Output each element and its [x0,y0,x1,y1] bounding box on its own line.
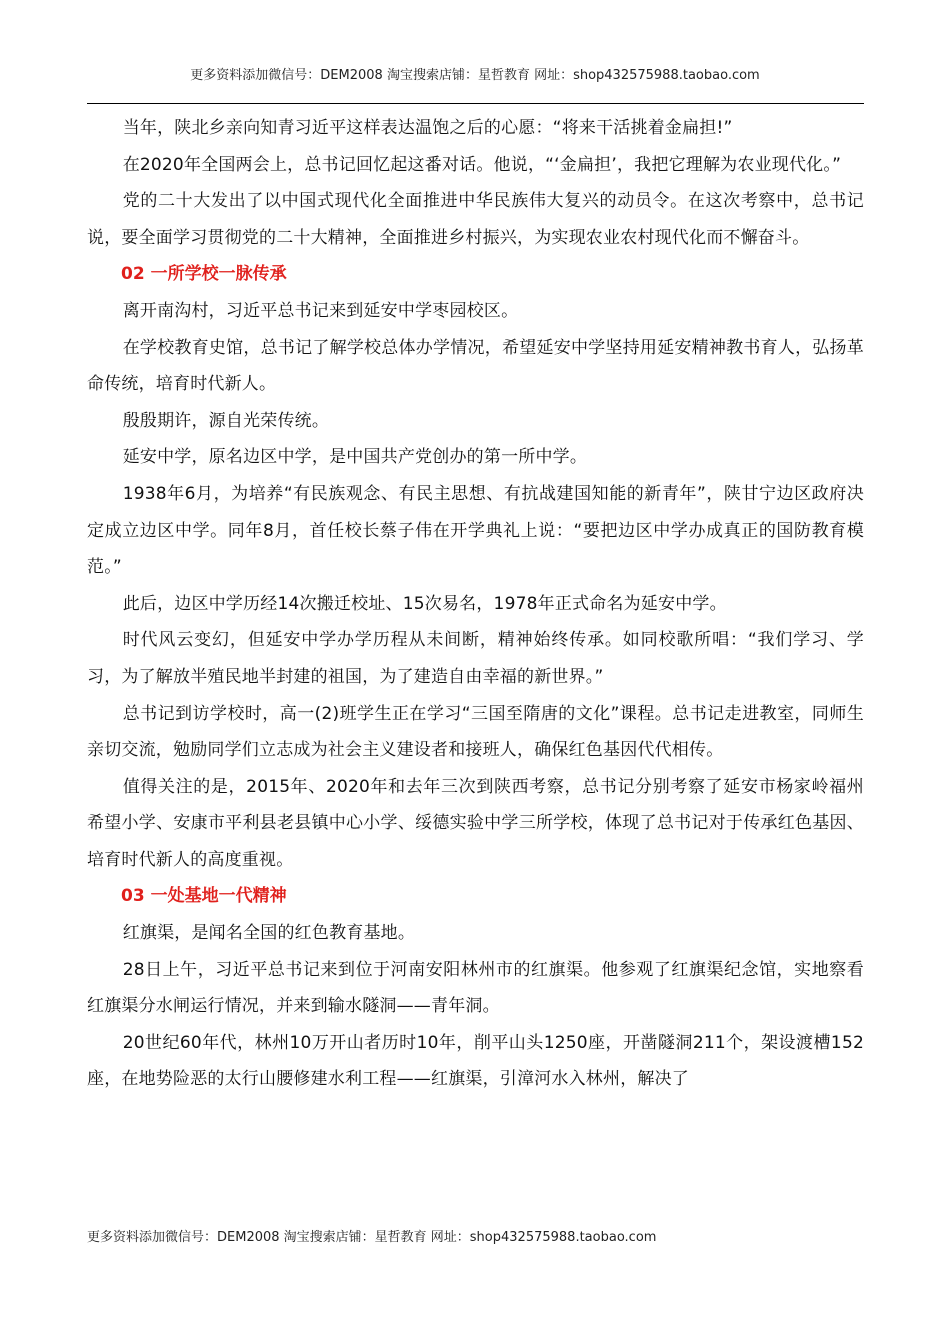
paragraph-2: 在2020年全国两会上，总书记回忆起这番对话。他说，“‘金扁担’，我把它理解为农业现代化。” [122,154,842,175]
header-divider [87,103,864,104]
paragraph-11: 总书记到访学校时，高一(2)班学生正在学习“三国至隋唐的文化”课程。总书记走进教室，同师生亲切交流，勉励同学们立志成为社会主义建设者和接班人，确保红色基因代代相传。 [87,703,864,761]
paragraph-3: 党的二十大发出了以中国式现代化全面推进中华民族伟大复兴的动员令。在这次考察中，总书记说，要全面学习贯彻党的二十大精神，全面推进乡村振兴，为实现农业农村现代化而不懈奋斗。 [87,191,864,248]
paragraph-10: 时代风云变幻，但延安中学办学历程从未间断，精神始终传承。如同校歌所唱：“我们学习、学习，为了解放半殖民地半封建的祖国，为了建造自由幸福的新世界。” [87,630,864,687]
section-heading-02: 02 一所学校一脉传承 [121,264,287,285]
paragraph-14: 28日上午，习近平总书记来到位于河南安阳林州市的红旗渠。他参观了红旗渠纪念馆，实地察看红旗渠分水闸运行情况，并来到输水隧洞——青年洞。 [87,959,864,1017]
paragraph-8: 1938年6月，为培养“有民族观念、有民主思想、有抗战建国知能的新青年”，陕甘宁边区政府决定成立边区中学。同年8月，首任校长蔡子伟在开学典礼上说：“要把边区中学办成真正的国防教育模范。” [87,483,864,578]
paragraph-9: 此后，边区中学历经14次搬迁校址、15次易名，1978年正式命名为延安中学。 [122,593,727,614]
paragraph-4: 离开南沟村，习近平总书记来到延安中学枣园校区。 [122,300,519,321]
footer-watermark-note: 更多资料添加微信号：DEM2008 淘宝搜索店铺：星哲教育 网址：shop432575988.taobao.com [87,1230,657,1245]
paragraph-15: 20世纪60年代，林州10万开山者历时10年，削平山头1250座，开凿隧洞211个，架设渡槽152座，在地势险恶的太行山腰修建水利工程——红旗渠，引漳河水入林州，解决了 [87,1032,864,1090]
paragraph-5: 在学校教育史馆，总书记了解学校总体办学情况，希望延安中学坚持用延安精神教书育人，弘扬革命传统，培育时代新人。 [87,337,864,395]
paragraph-7: 延安中学，原名边区中学，是中国共产党创办的第一所中学。 [122,447,588,468]
paragraph-6: 殷殷期许，源自光荣传统。 [122,410,330,431]
article-body [87,110,864,1098]
header-watermark-note: 更多资料添加微信号：DEM2008 淘宝搜索店铺：星哲教育 网址：shop432575988.taobao.com [190,68,760,83]
paragraph-13: 红旗渠，是闻名全国的红色教育基地。 [122,923,416,944]
paragraph-1: 当年，陕北乡亲向知青习近平这样表达温饱之后的心愿：“将来干活挑着金扁担!” [122,118,733,138]
paragraph-12: 值得关注的是，2015年、2020年和去年三次到陕西考察，总书记分别考察了延安市杨家岭福州希望小学、安康市平利县老县镇中心小学、绥德实验中学三所学校，体现了总书记对于传承红色基因、培育时代新人的高度重视。 [87,776,864,870]
section-heading-03: 03 一处基地一代精神 [121,886,287,907]
